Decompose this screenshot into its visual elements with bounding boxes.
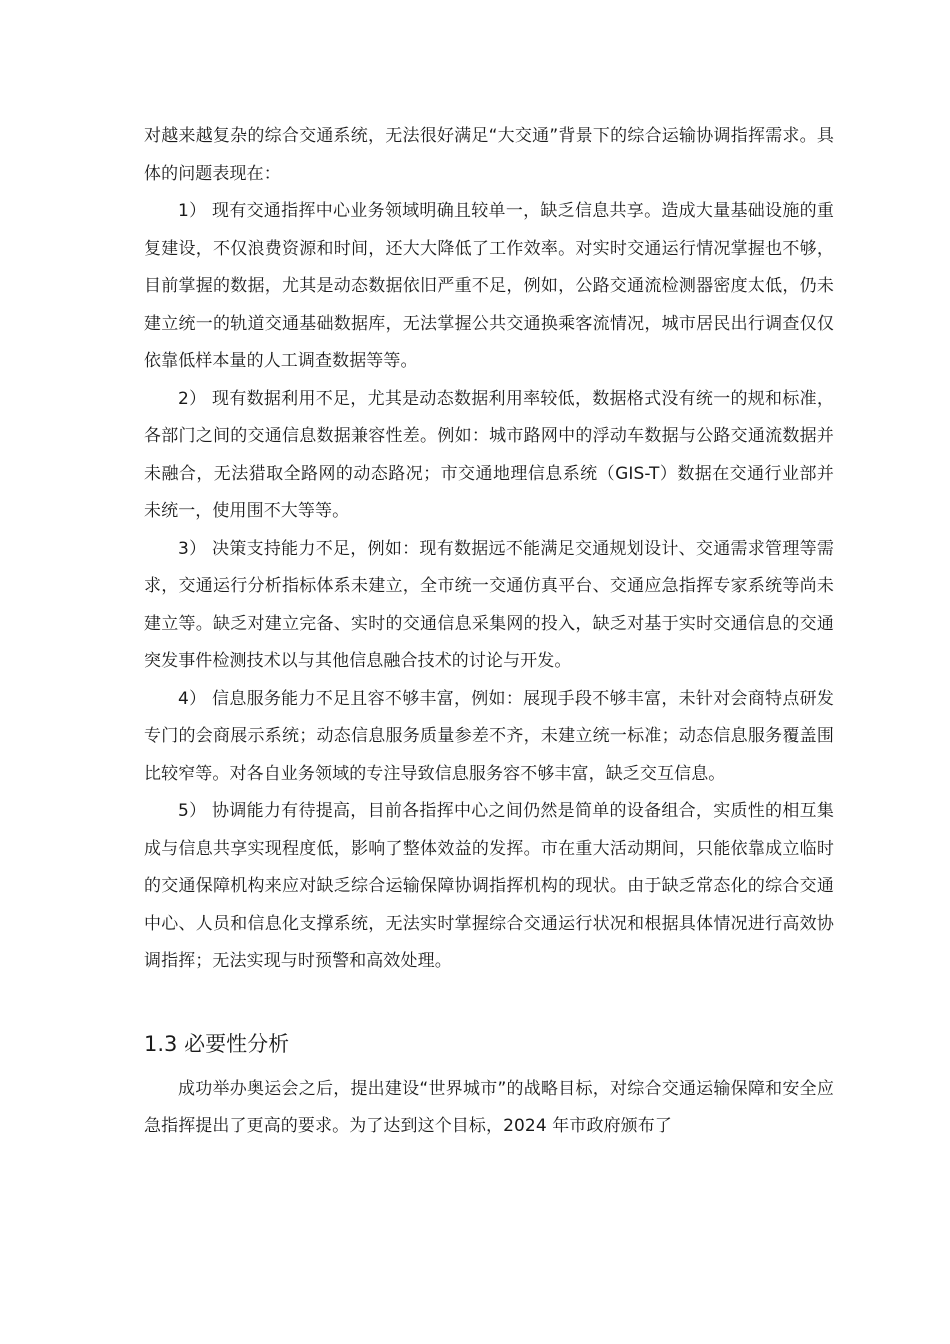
document-body — [144, 118, 834, 1146]
paragraph-issue-4: 4） 信息服务能力不足且容不够丰富，例如：展现手段不够丰富，未针对会商特点研发专门的会商展示系统；动态信息服务质量参差不齐，未建立统一标准；动态信息服务覆盖围比较窄等。对各自业务领域的专注导致信息服务容不够丰富，缺乏交互信息。 — [144, 688, 834, 784]
paragraph-necessity-1: 成功举办奥运会之后，提出建设“世界城市”的战略目标，对综合交通运输保障和安全应急指挥提出了更高的要求。为了达到这个目标，2024 年市政府颁布了 — [144, 1078, 834, 1136]
paragraph-issue-5: 5） 协调能力有待提高，目前各指挥中心之间仍然是简单的设备组合，实质性的相互集成与信息共享实现程度低，影响了整体效益的发挥。市在重大活动期间，只能依靠成立临时的交通保障机构来应对缺乏综合运输保障协调指挥机构的现状。由于缺乏常态化的综合交通中心、人员和信息化支撑系统，无法实时掌握综合交通运行状况和根据具体情况进行高效协调指挥；无法实现与时预警和高效处理。 — [144, 801, 834, 971]
section-heading-necessity-analysis: 1.3 必要性分析 — [144, 1031, 290, 1056]
paragraph-issue-1: 1） 现有交通指挥中心业务领域明确且较单一，缺乏信息共享。造成大量基础设施的重复建设，不仅浪费资源和时间，还大大降低了工作效率。对实时交通运行情况掌握也不够，目前掌握的数据，尤其是动态数据依旧严重不足，例如，公路交通流检测器密度太低，仍未建立统一的轨道交通基础数据库，无法掌握公共交通换乘客流情况，城市居民出行调查仅仅依靠低样本量的人工调查数据等等。 — [144, 201, 834, 371]
paragraph-issue-3: 3） 决策支持能力不足，例如：现有数据远不能满足交通规划设计、交通需求管理等需求，交通运行分析指标体系未建立，全市统一交通仿真平台、交通应急指挥专家系统等尚未建立等。缺乏对建立完备、实时的交通信息采集网的投入，缺乏对基于实时交通信息的交通突发事件检测技术以与其他信息融合技术的讨论与开发。 — [144, 538, 834, 671]
paragraph-intro-continued: 对越来越复杂的综合交通系统，无法很好满足“大交通”背景下的综合运输协调指挥需求。具体的问题表现在： — [144, 126, 834, 184]
paragraph-issue-2: 2） 现有数据利用不足，尤其是动态数据利用率较低，数据格式没有统一的规和标准，各部门之间的交通信息数据兼容性差。例如：城市路网中的浮动车数据与公路交通流数据并未融合，无法猎取全路网的动态路况；市交通地理信息系统（GIS-T）数据在交通行业部并未统一，使用围不大等等。 — [144, 388, 834, 521]
